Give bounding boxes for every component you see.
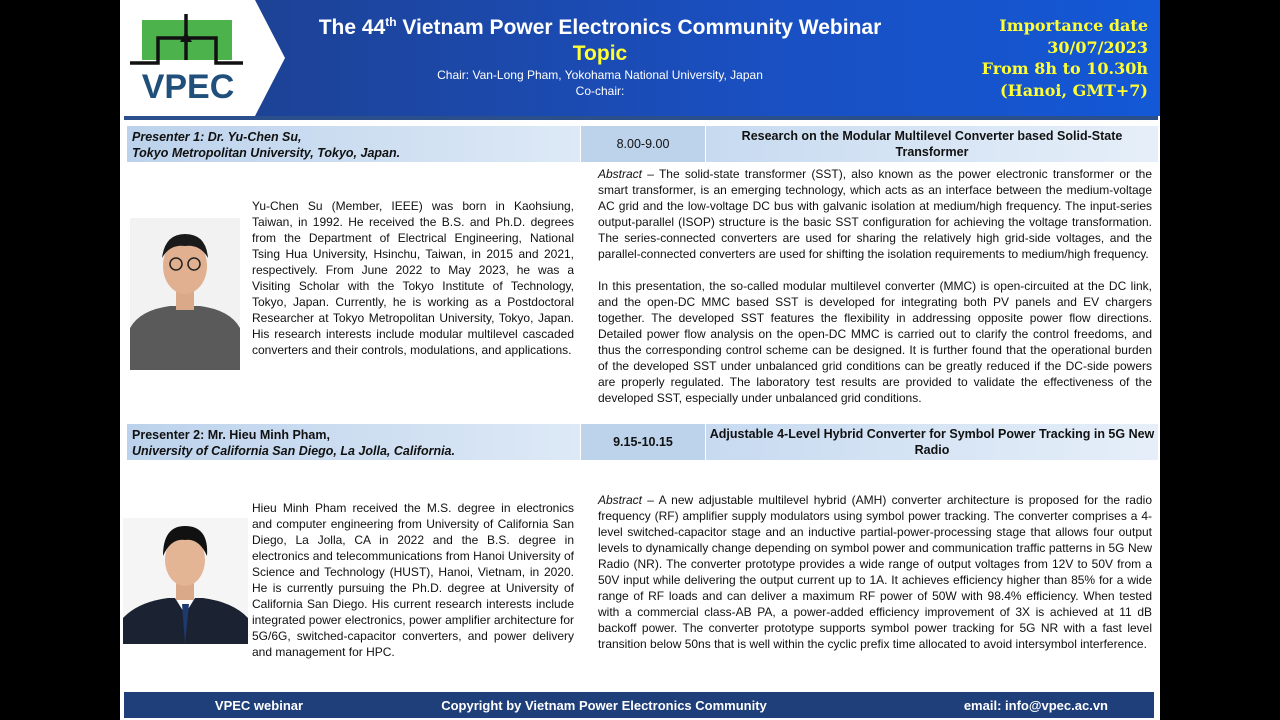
importance-label: Importance date	[999, 16, 1148, 35]
co-chair: Co-chair:	[575, 84, 625, 98]
presenter-2-talk-title: Adjustable 4-Level Hybrid Converter for Symbol Power Tracking in 5G New Radio	[706, 424, 1158, 460]
presenter-2-abstract	[598, 492, 1152, 652]
time-range: From 8h to 10.30h	[981, 59, 1148, 78]
name: Presenter 1: Dr. Yu-Chen Su,	[132, 130, 302, 144]
title-text-end: Vietnam Power Electronics Community Webinar	[396, 16, 882, 39]
importance-date	[982, 15, 1148, 101]
header	[120, 0, 1160, 116]
header-divider	[124, 116, 1158, 120]
footer-copyright: Copyright by Vietnam Power Electronics Community	[441, 697, 767, 713]
affiliation: Tokyo Metropolitan University, Tokyo, Japan.	[132, 146, 401, 160]
slide	[120, 0, 1160, 720]
affiliation: University of California San Diego, La Jolla, California.	[132, 444, 455, 458]
name: Presenter 2: Mr. Hieu Minh Pham,	[132, 428, 330, 442]
footer-left: VPEC webinar	[214, 697, 304, 713]
presenter-2-bio: Hieu Minh Pham received the M.S. degree in electronics and computer engineering from University of California San Diego, La Jolla, CA in 2022 and the B.S. degree in electronics and telecommunications from Hanoi University of Science and Technology (HUST), Hanoi, Vietnam, in 2020. He is currently pursuing the Ph.D. degree at University of California San Diego. His current research interests include integrated power electronics, power amplifier architecture for 5G/6G, switched-capacitor converters, and power delivery and management for HPC.	[252, 501, 574, 659]
presenter-1-talk-title: Research on the Modular Multilevel Converter based Solid-State Transformer	[706, 126, 1158, 162]
presenter-2-time: 9.15-10.15	[580, 424, 706, 460]
chair: Chair: Van-Long Pham, Yokohama National University, Japan	[437, 68, 763, 82]
presenter-2-photo	[123, 518, 248, 644]
presenter-2-name	[127, 424, 580, 460]
presenter-1-time: 8.00-9.00	[580, 126, 706, 162]
presenter-1-row	[127, 126, 1158, 162]
abstract-label: Abstract	[598, 167, 643, 181]
date: 30/07/2023	[1047, 37, 1148, 57]
footer	[124, 692, 1154, 718]
presenter-1-abstract	[598, 166, 1152, 262]
vpec-logo	[128, 10, 248, 105]
webinar-title	[290, 15, 910, 40]
logo-area	[120, 0, 285, 116]
title-text: The 44	[318, 16, 386, 39]
presenter-1-abstract-2: In this presentation, the so-called modular multilevel converter (MMC) is open-circuited at the DC link, and the open-DC MMC based SST is developed for integrating both PV panels and EV chargers together. The developed SST features the flexibility in addressing opposite power flow directions. Detailed power flow analysis on the open-DC MMC is carried out to clarify the control freedoms, and thus the corresponding control scheme can be designed. It is further found that the operational burden of the developed SST under unbalanced grid conditions can be greatly reduced if the DC-side powers are properly regulated. The laboratory test results are provided to validate the effectiveness of the developed SST, especially under unbalanced grid conditions.	[598, 279, 1152, 405]
presenter-1-name	[127, 126, 580, 162]
footer-email: email: info@vpec.ac.vn	[963, 697, 1108, 713]
topic-label: Topic	[572, 42, 628, 65]
abstract-text: – The solid-state transformer (SST), also known as the power electronic transformer or the smart transformer, is an emerging technology, which acts as an interface between the medium-voltage AC grid and the low-voltage DC bus with galvanic isolation at medium/high frequency. The input-series output-parallel (ISOP) structure is the basic SST configuration for achieving the voltage transformation. The series-connected converters are used for sharing the relatively high grid-side voltages, and the parallel-connected converters are used for shifting the isolation requirements to medium/high frequency.	[598, 167, 1152, 261]
presenter-1-photo	[130, 218, 240, 370]
presenter-2-row	[127, 424, 1158, 460]
presenter-1-bio: Yu-Chen Su (Member, IEEE) was born in Kaohsiung, Taiwan, in 1992. He received the B.S. and Ph.D. degrees from the Department of Electrical Engineering, National Tsing Hua University, Hsinchu, Taiwan, in 2015 and 2021, respectively. From June 2022 to May 2023, he was a Visiting Scholar with the Tokyo Institute of Technology, Tokyo, Japan. Currently, he is working as a Postdoctoral Researcher at Tokyo Metropolitan University, Tokyo, Japan. His research interests include modular multilevel cascaded converters and their controls, modulations, and applications.	[252, 199, 574, 357]
abstract-label: Abstract	[598, 493, 643, 507]
timezone: (Hanoi, GMT+7)	[1000, 80, 1148, 100]
abstract-text: – A new adjustable multilevel hybrid (AMH) converter architecture is proposed for the radio frequency (RF) amplifier supply modulators using symbol power tracking. The converter comprises a 4-level switched-capacitor stage and an inductive partial-power-processing stage that allows four output levels to dynamically change depending on symbol power and communication traffic patterns in 5G New Radio (NR). The converter prototype provides a wide range of output voltages from 12V to 50V from a 50V input while delivering the output current up to 1A. It achieves efficiency higher than 85% for a wide range of RF loads and can deliver a maximum RF power of 50W with 98.4% efficiency. When tested with a commercial class-AB PA, a power-added efficiency improvement of 3X is achieved at 11 dB backoff power. The converter prototype supports symbol power tracking for 5G NR with a fast level transition below 50ns that is well within the cyclic prefix time allocated to avoid intersymbol interference.	[598, 493, 1152, 651]
svg-text:VPEC: VPEC	[141, 68, 235, 105]
title-sup: th	[385, 15, 397, 29]
